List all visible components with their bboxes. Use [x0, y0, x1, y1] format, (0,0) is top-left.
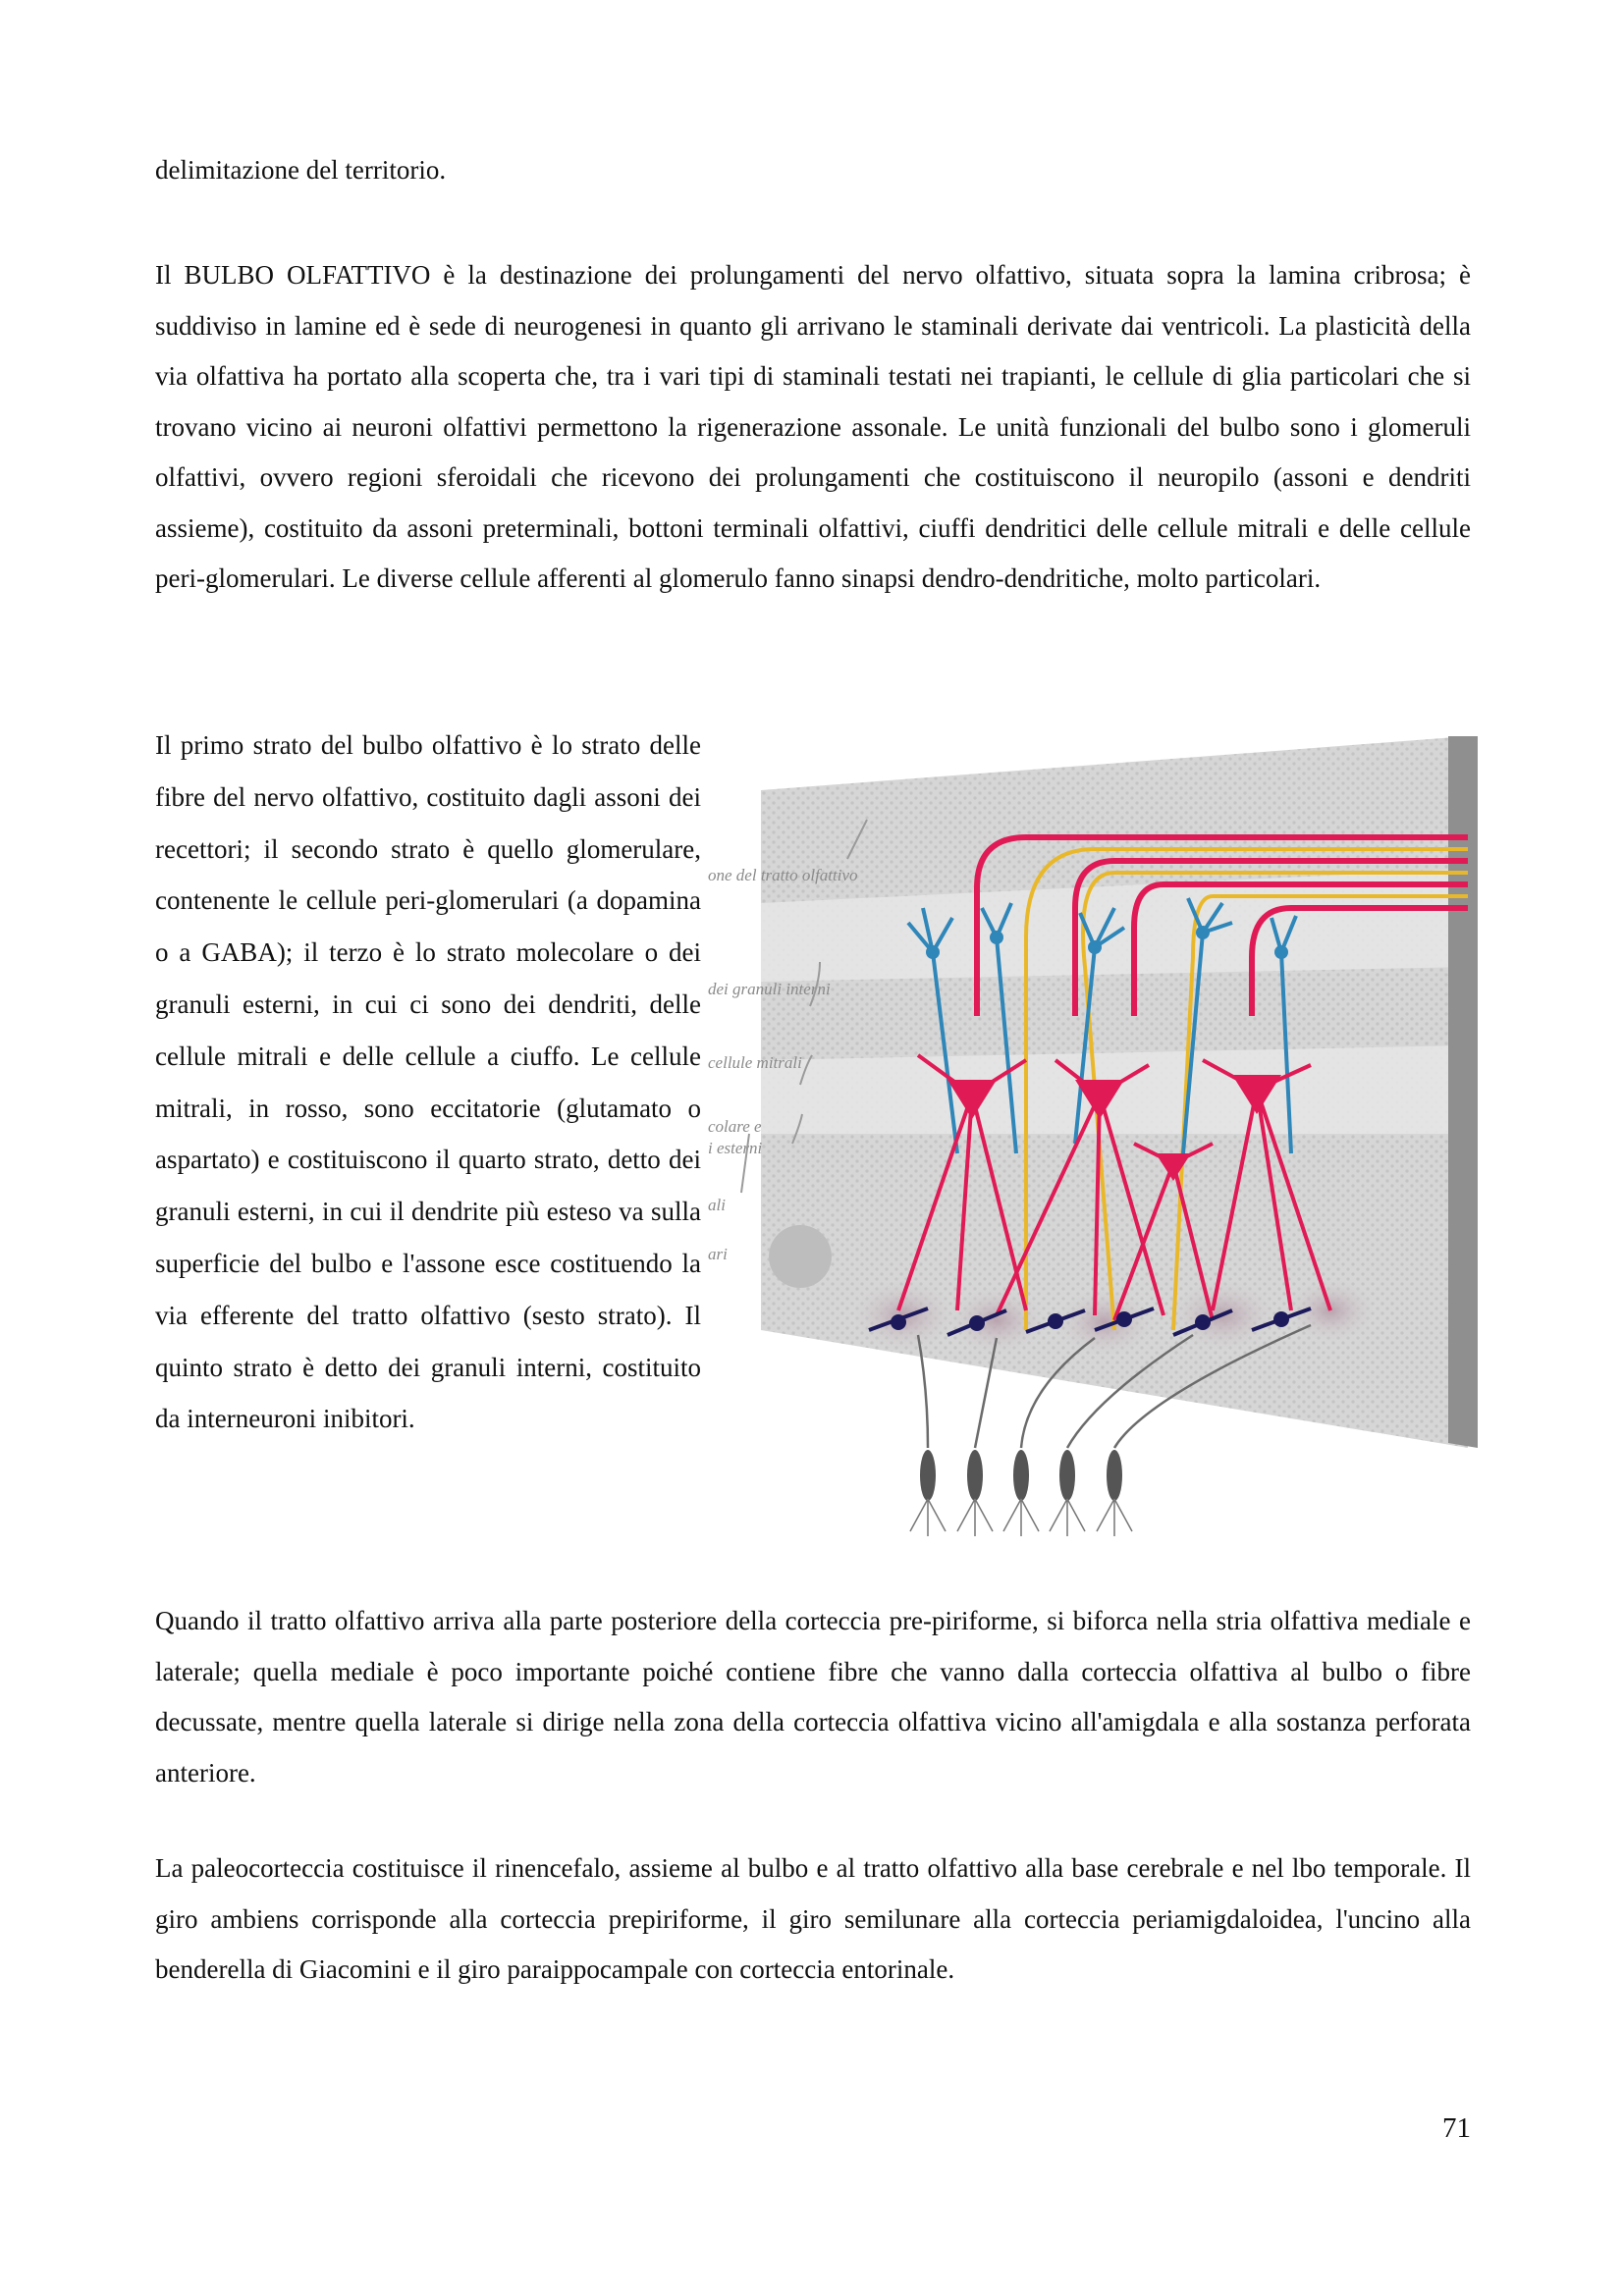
label-inner-granules: dei granuli interni [708, 980, 831, 998]
label-outer-granules: i esterni [708, 1139, 763, 1157]
paragraph-territory: delimitazione del territorio. [155, 155, 447, 185]
blood-vessel [769, 1225, 832, 1288]
granule-soma [1274, 945, 1288, 959]
receptor-cilia [910, 1499, 1132, 1536]
label-glomerular-b: ari [708, 1245, 728, 1263]
periglomerular-soma [1048, 1313, 1063, 1329]
olfactory-receptors [920, 1450, 1122, 1501]
olfactory-bulb-diagram [702, 721, 1497, 1595]
label-plexiform: colare e [708, 1117, 762, 1136]
label-mitral: cellule mitrali [708, 1053, 802, 1072]
periglomerular-soma [969, 1315, 985, 1331]
periglomerular-soma [1273, 1311, 1289, 1327]
bulb-edge-shade [1448, 736, 1478, 1448]
periglomerular-soma [891, 1314, 906, 1330]
paragraph-paleocortex: La paleocorteccia costituisce il rinencefalo, assieme al bulbo e al tratto olfattivo alla base cerebrale e nel lbo temporale. Il giro ambiens corrisponde alla corteccia prepiriforme, il giro semilunare alla corteccia periamigdaloidea, l'uncino alla benderella di Giacomini e il giro paraippocampale con corteccia entorinale. [155, 1853, 1471, 1984]
granule-soma [926, 945, 940, 959]
granule-soma [1088, 940, 1102, 954]
paragraph-olfactory-tract: Quando il tratto olfattivo arriva alla parte posteriore della corteccia pre-piriforme, si biforca nella stria olfattiva mediale e laterale; quella mediale è poco importante poiché contiene fibre che vanno dalla corteccia olfattiva al bulbo o fibre decussate, mentre quella laterale si dirige nella zona della corteccia olfattiva vicino all'amigdala e alla sostanza perforata anteriore. [155, 1606, 1471, 1788]
paragraph-olfactory-bulb: Il BULBO OLFATTIVO è la destinazione dei prolungamenti del nervo olfattivo, situata sopra la lamina cribrosa; è suddiviso in lamine ed è sede di neurogenesi in quanto gli arrivano le staminali derivate dai ventricoli. La plasticità della via olfattiva ha portato alla scoperta che, tra i vari tipi di staminali testati nei trapianti, le cellule di glia particolari che si trovano vicino ai neuroni olfattivi permettono la rigenerazione assonale. Le unità funzionali del bulbo sono i glomeruli olfattivi, ovvero regioni sferoidali che ricevono dei prolungamenti che costituiscono il neuropilo (assoni e dendriti assieme), costituito da assoni preterminali, bottoni terminali olfattivi, ciuffi dendritici delle cellule mitrali e delle cellule peri-glomerulari. Le diverse cellule afferenti al glomerulo fanno sinapsi dendro-dendritiche, molto particolari. [155, 260, 1471, 593]
periglomerular-soma [1116, 1311, 1132, 1327]
label-tract: one del tratto olfattivo [708, 866, 858, 884]
glomerulus [1051, 1285, 1159, 1360]
page-number: 71 [1442, 2112, 1471, 2144]
granule-soma [1196, 926, 1210, 939]
periglomerular-soma [1195, 1314, 1211, 1330]
paragraph-bulb-layers: Il primo strato del bulbo olfattivo è lo strato delle fibre del nervo olfattivo, costituito dagli assoni dei recettori; il secondo strato è quello glomerulare, contenente le cellule peri-glomerulari (a dopamina o a GABA); il terzo è lo strato molecolare o dei granuli esterni, in cui ci sono dei dendriti, delle cellule mitrali e delle cellule a ciuffo. Le cellule mitrali, in rosso, sono eccitatorie (glutamato o aspartato) e costituiscono il quarto strato, detto dei granuli esterni, in cui il dendrite più esteso va sulla superficie del bulbo e l'assone esce costituendo la via efferente del tratto olfattivo (sesto strato). Il quinto strato è detto dei granuli interni, costituito da interneuroni inibitori. [155, 730, 701, 1434]
label-glomerular-a: ali [708, 1196, 726, 1214]
granule-soma [990, 931, 1003, 944]
